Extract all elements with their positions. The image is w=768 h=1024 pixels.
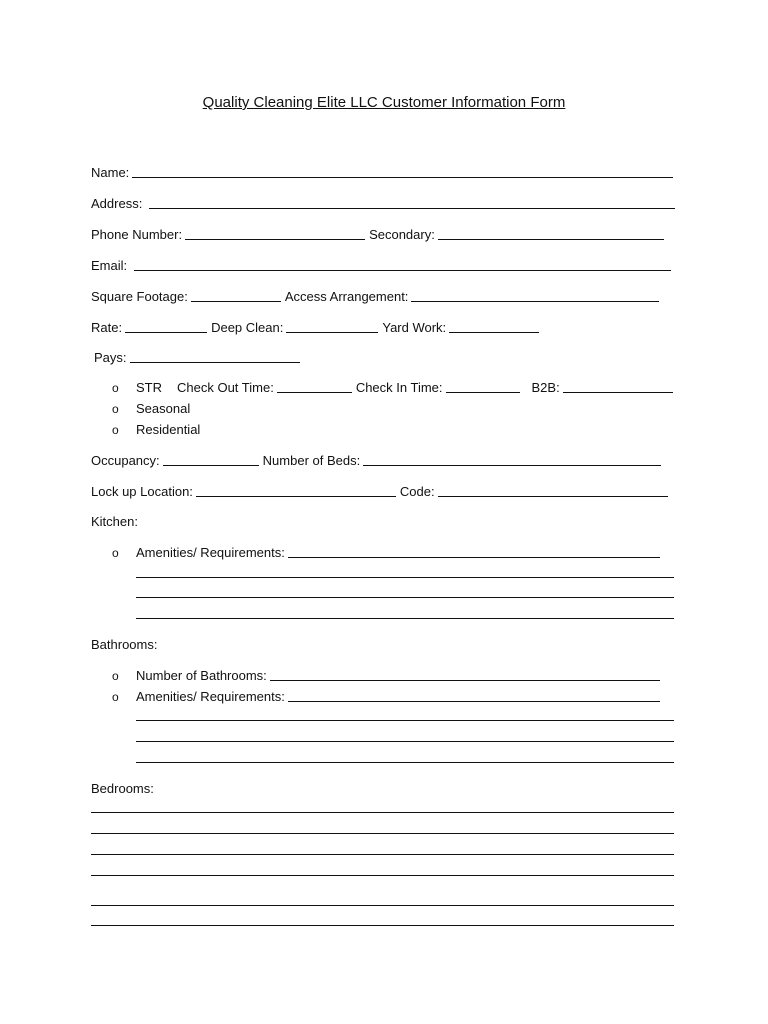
bedrooms-line[interactable] <box>91 833 674 834</box>
bedrooms-line[interactable] <box>91 812 674 813</box>
check-out-line[interactable] <box>277 379 352 393</box>
bullet-icon: o <box>112 402 119 416</box>
lockup-line[interactable] <box>196 483 396 497</box>
code-line[interactable] <box>438 483 668 497</box>
phone-label: Phone Number: <box>91 227 183 242</box>
form-title: Quality Cleaning Elite LLC Customer Information Form <box>202 94 566 111</box>
bedrooms-heading: Bedrooms: <box>91 781 154 796</box>
deep-clean-label: Deep Clean: <box>211 320 284 335</box>
bullet-icon: o <box>112 546 119 560</box>
beds-label: Number of Beds: <box>262 453 361 468</box>
secondary-line[interactable] <box>438 226 664 240</box>
pays-label: Pays: <box>94 350 127 365</box>
access-line[interactable] <box>411 288 659 302</box>
bathrooms-heading: Bathrooms: <box>91 637 158 652</box>
occupancy-line[interactable] <box>163 452 259 466</box>
bedrooms-line[interactable] <box>91 875 674 876</box>
bath-extra-line[interactable] <box>136 762 674 763</box>
lockup-label: Lock up Location: <box>91 484 193 499</box>
seasonal-label[interactable]: Seasonal <box>136 401 191 416</box>
rate-label: Rate: <box>91 320 123 335</box>
num-bathrooms-line[interactable] <box>270 667 660 681</box>
yard-work-label: Yard Work: <box>382 320 447 335</box>
square-footage-label: Square Footage: <box>91 289 188 304</box>
check-in-label: Check In Time: <box>355 380 443 395</box>
occupancy-label: Occupancy: <box>91 453 160 468</box>
bullet-icon: o <box>112 423 119 437</box>
name-row <box>91 162 673 180</box>
check-in-line[interactable] <box>446 379 520 393</box>
kitchen-amenities-row <box>112 542 660 560</box>
b2b-label: B2B: <box>531 380 560 395</box>
kitchen-amenities-label: Amenities/ Requirements: <box>136 545 285 560</box>
bullet-icon: o <box>112 381 119 395</box>
pays-line[interactable] <box>130 349 300 363</box>
bath-amenities-row <box>112 686 660 704</box>
yard-work-line[interactable] <box>449 319 539 333</box>
seasonal-row <box>112 398 193 416</box>
kitchen-extra-line[interactable] <box>136 597 674 598</box>
kitchen-row <box>91 511 141 529</box>
bullet-icon: o <box>112 669 119 683</box>
lockup-row <box>91 481 668 499</box>
name-line[interactable] <box>132 164 673 178</box>
str-row <box>112 377 673 395</box>
kitchen-extra-line[interactable] <box>136 577 674 578</box>
name-label: Name: <box>91 165 130 180</box>
address-line[interactable] <box>149 195 675 209</box>
bath-extra-line[interactable] <box>136 741 674 742</box>
num-bathrooms-row <box>112 665 660 683</box>
square-footage-line[interactable] <box>191 288 281 302</box>
bath-extra-line[interactable] <box>136 720 674 721</box>
email-line[interactable] <box>134 257 671 271</box>
kitchen-extra-line[interactable] <box>136 618 674 619</box>
b2b-line[interactable] <box>563 379 673 393</box>
pays-row <box>94 347 300 365</box>
bedrooms-row <box>91 778 157 796</box>
bath-amenities-label: Amenities/ Requirements: <box>136 689 285 704</box>
address-label: Address: <box>91 196 143 211</box>
kitchen-heading: Kitchen: <box>91 514 138 529</box>
occupancy-row <box>91 450 661 468</box>
rate-row <box>91 317 539 335</box>
rate-line[interactable] <box>125 319 207 333</box>
check-out-label: Check Out Time: <box>177 380 274 395</box>
secondary-label: Secondary: <box>369 227 435 242</box>
beds-line[interactable] <box>363 452 661 466</box>
address-row <box>91 193 675 211</box>
kitchen-amenities-line[interactable] <box>288 544 660 558</box>
deep-clean-line[interactable] <box>286 319 378 333</box>
num-bathrooms-label: Number of Bathrooms: <box>136 668 267 683</box>
code-label: Code: <box>399 484 435 499</box>
access-label: Access Arrangement: <box>284 289 409 304</box>
bathrooms-row <box>91 634 160 652</box>
bedrooms-line[interactable] <box>91 854 674 855</box>
bedrooms-line[interactable] <box>91 905 674 906</box>
residential-row <box>112 419 203 437</box>
square-footage-row <box>91 286 659 304</box>
bullet-icon: o <box>112 690 119 704</box>
email-row <box>91 255 671 273</box>
phone-row <box>91 224 664 242</box>
bedrooms-line[interactable] <box>91 925 674 926</box>
email-label: Email: <box>91 258 128 273</box>
residential-label[interactable]: Residential <box>136 422 201 437</box>
phone-line[interactable] <box>185 226 365 240</box>
str-label: STR <box>136 380 162 395</box>
bath-amenities-line[interactable] <box>288 688 660 702</box>
